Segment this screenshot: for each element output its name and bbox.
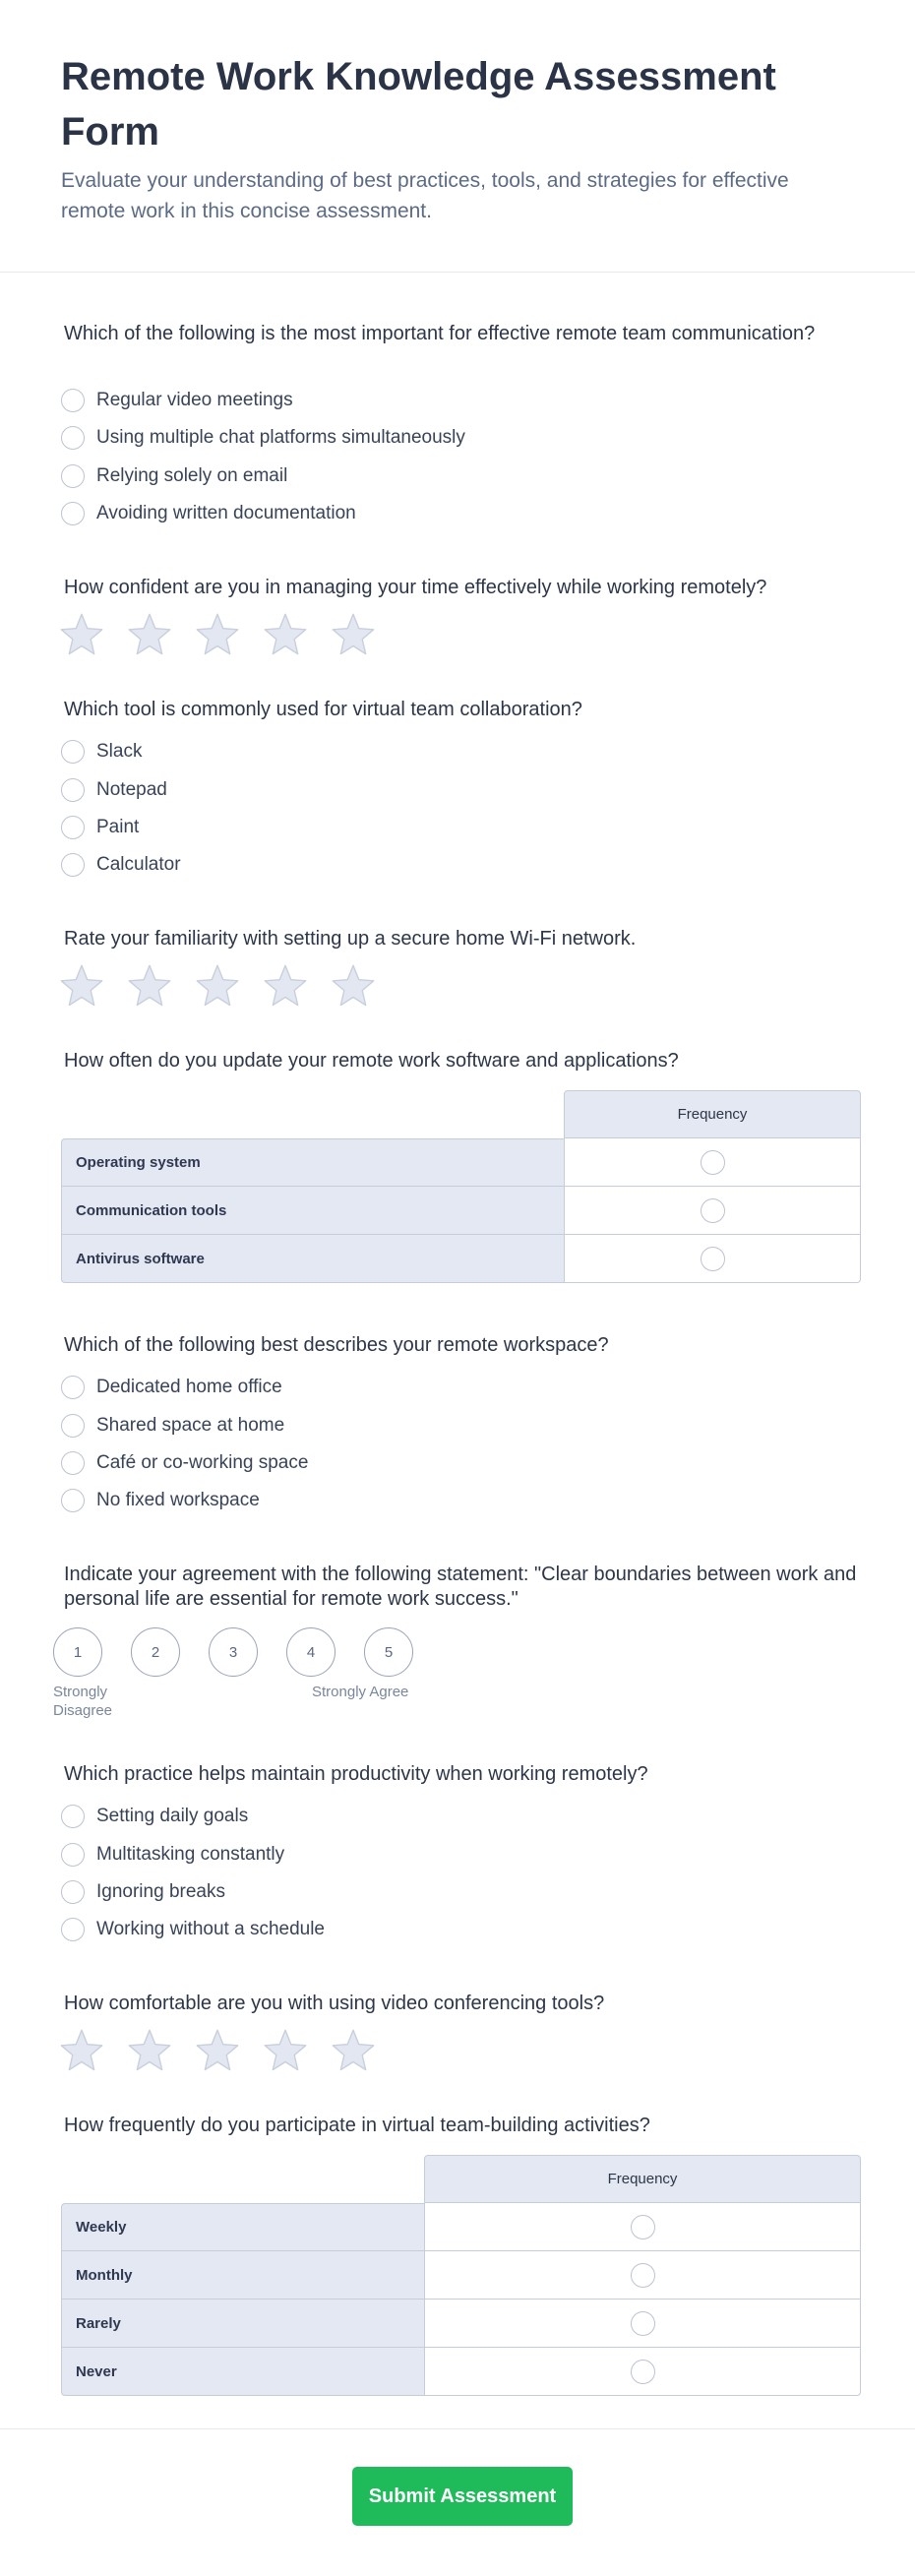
matrix-row-label: Operating system — [61, 1138, 564, 1187]
matrix-corner — [61, 1090, 564, 1138]
option-label: Multitasking constantly — [96, 1844, 285, 1865]
star-icon[interactable] — [59, 2028, 104, 2073]
radio-option[interactable] — [61, 1879, 225, 1905]
star-icon[interactable] — [59, 963, 104, 1009]
star-icon[interactable] — [331, 2028, 376, 2073]
matrix-cell[interactable] — [424, 2348, 861, 2396]
radio-circle[interactable] — [61, 1843, 85, 1867]
option-label: Relying solely on email — [96, 465, 288, 486]
star-rating — [59, 612, 398, 657]
star-icon[interactable] — [195, 612, 240, 657]
option-label: Ignoring breaks — [96, 1881, 225, 1902]
matrix-row-label: Antivirus software — [61, 1235, 564, 1283]
radio-circle[interactable] — [701, 1247, 725, 1271]
radio-option[interactable] — [61, 815, 139, 840]
table-row — [61, 2251, 861, 2300]
star-icon[interactable] — [59, 612, 104, 657]
radio-option[interactable] — [61, 463, 287, 489]
option-label: Paint — [96, 817, 140, 837]
radio-circle[interactable] — [61, 1489, 85, 1512]
radio-circle[interactable] — [61, 778, 85, 802]
radio-circle[interactable] — [61, 464, 85, 488]
question-title: Indicate your agreement with the following statement: "Clear boundaries between work and personal life are essential for remote work success." — [64, 1564, 857, 1610]
star-icon[interactable] — [263, 2028, 308, 2073]
star-icon[interactable] — [127, 963, 172, 1009]
scale-option[interactable]: 1 — [53, 1627, 102, 1677]
form-subtitle: Evaluate your understanding of best practices, tools, and strategies for effective remote work in this concise assessment. — [61, 169, 789, 222]
question-1 — [64, 322, 861, 346]
option-label: Café or co-working space — [96, 1452, 309, 1473]
scale-option[interactable]: 5 — [364, 1627, 413, 1677]
matrix-row-label: Rarely — [61, 2300, 424, 2348]
matrix-cell[interactable] — [564, 1138, 861, 1187]
option-label: Dedicated home office — [96, 1377, 282, 1397]
assessment-form — [0, 273, 915, 2507]
radio-circle[interactable] — [61, 502, 85, 525]
matrix-cell[interactable] — [424, 2251, 861, 2300]
radio-circle[interactable] — [61, 853, 85, 877]
star-icon[interactable] — [263, 612, 308, 657]
question-10 — [64, 2114, 861, 2138]
radio-circle[interactable] — [701, 1198, 725, 1223]
radio-option[interactable] — [61, 1450, 308, 1476]
question-title: How confident are you in managing your time effectively while working remotely? — [64, 577, 767, 598]
radio-circle[interactable] — [61, 1451, 85, 1475]
submit-button[interactable]: Submit Assessment — [352, 2467, 573, 2526]
question-7 — [64, 1563, 861, 1612]
radio-circle[interactable] — [61, 740, 85, 764]
table-row — [61, 1235, 861, 1283]
question-4 — [64, 927, 861, 951]
option-label: Avoiding written documentation — [96, 503, 356, 523]
option-label: No fixed workspace — [96, 1490, 260, 1510]
question-title: How frequently do you participate in virtual team-building activities? — [64, 2115, 650, 2136]
scale-option[interactable]: 2 — [131, 1627, 180, 1677]
option-label: Notepad — [96, 779, 167, 800]
star-rating — [59, 963, 398, 1009]
option-label: Regular video meetings — [96, 390, 293, 410]
form-header — [0, 0, 915, 273]
radio-circle[interactable] — [61, 1376, 85, 1399]
option-label: Shared space at home — [96, 1415, 285, 1436]
radio-circle[interactable] — [61, 1918, 85, 1941]
matrix-corner — [61, 2155, 424, 2203]
matrix-cell[interactable] — [564, 1235, 861, 1283]
radio-option[interactable] — [61, 501, 356, 526]
radio-option[interactable] — [61, 1488, 260, 1513]
scale-high-label: Strongly Agree — [312, 1684, 409, 1700]
radio-option[interactable] — [61, 1804, 248, 1829]
table-row — [61, 2348, 861, 2396]
option-label: Slack — [96, 741, 143, 762]
star-rating — [59, 2028, 398, 2073]
likert-scale — [53, 1627, 442, 1677]
radio-option[interactable] — [61, 388, 293, 413]
scale-low-label: Strongly Disagree — [53, 1684, 113, 1719]
matrix-cell[interactable] — [424, 2203, 861, 2251]
radio-option[interactable] — [61, 1917, 325, 1942]
radio-circle[interactable] — [631, 2360, 655, 2384]
matrix-column-header: Frequency — [424, 2155, 861, 2203]
question-title: How often do you update your remote work software and applications? — [64, 1050, 679, 1072]
form-footer — [0, 2428, 915, 2576]
radio-circle[interactable] — [61, 1805, 85, 1828]
radio-option[interactable] — [61, 1375, 282, 1400]
star-icon[interactable] — [127, 612, 172, 657]
question-6 — [64, 1333, 861, 1358]
question-8 — [64, 1762, 861, 1787]
matrix-table — [61, 1090, 861, 1283]
matrix-cell[interactable] — [564, 1187, 861, 1235]
option-label: Working without a schedule — [96, 1919, 325, 1939]
star-icon[interactable] — [127, 2028, 172, 2073]
radio-circle[interactable] — [61, 816, 85, 839]
table-row — [61, 1187, 861, 1235]
radio-option[interactable] — [61, 739, 142, 765]
radio-circle[interactable] — [631, 2263, 655, 2288]
question-title: Which practice helps maintain productivity when working remotely? — [64, 1763, 648, 1785]
matrix-row-label: Communication tools — [61, 1187, 564, 1235]
radio-circle[interactable] — [631, 2311, 655, 2336]
question-3 — [64, 698, 861, 722]
scale-option[interactable]: 4 — [286, 1627, 336, 1677]
radio-option[interactable] — [61, 425, 465, 451]
matrix-table — [61, 2155, 861, 2396]
radio-circle[interactable] — [61, 1414, 85, 1438]
question-2 — [64, 576, 861, 600]
matrix-column-header: Frequency — [564, 1090, 861, 1138]
form-title: Remote Work Knowledge Assessment Form — [61, 55, 776, 153]
star-icon[interactable] — [331, 612, 376, 657]
radio-circle[interactable] — [631, 2215, 655, 2239]
question-title: Which of the following best describes your remote workspace? — [64, 1334, 609, 1356]
question-title: Rate your familiarity with setting up a secure home Wi-Fi network. — [64, 928, 637, 950]
question-title: How comfortable are you with using video conferencing tools? — [64, 1993, 605, 2014]
matrix-row-label: Never — [61, 2348, 424, 2396]
question-title: Which of the following is the most important for effective remote team communication? — [64, 323, 816, 344]
star-icon[interactable] — [195, 2028, 240, 2073]
option-label: Calculator — [96, 854, 181, 875]
question-title: Which tool is commonly used for virtual team collaboration? — [64, 699, 582, 720]
matrix-cell[interactable] — [424, 2300, 861, 2348]
option-label: Setting daily goals — [96, 1806, 249, 1826]
radio-circle[interactable] — [61, 1880, 85, 1904]
table-row — [61, 2203, 861, 2251]
matrix-row-label: Weekly — [61, 2203, 424, 2251]
radio-option[interactable] — [61, 777, 167, 803]
star-icon[interactable] — [195, 963, 240, 1009]
table-row — [61, 2300, 861, 2348]
matrix-row-label: Monthly — [61, 2251, 424, 2300]
question-5 — [64, 1049, 861, 1073]
option-label: Using multiple chat platforms simultaneously — [96, 427, 465, 448]
radio-circle[interactable] — [701, 1150, 725, 1175]
table-row — [61, 1138, 861, 1187]
question-9 — [64, 1992, 861, 2016]
scale-option[interactable]: 3 — [209, 1627, 258, 1677]
radio-option[interactable] — [61, 1842, 284, 1868]
radio-circle[interactable] — [61, 426, 85, 450]
radio-circle[interactable] — [61, 389, 85, 412]
star-icon[interactable] — [263, 963, 308, 1009]
star-icon[interactable] — [331, 963, 376, 1009]
radio-option[interactable] — [61, 852, 181, 878]
radio-option[interactable] — [61, 1413, 284, 1439]
